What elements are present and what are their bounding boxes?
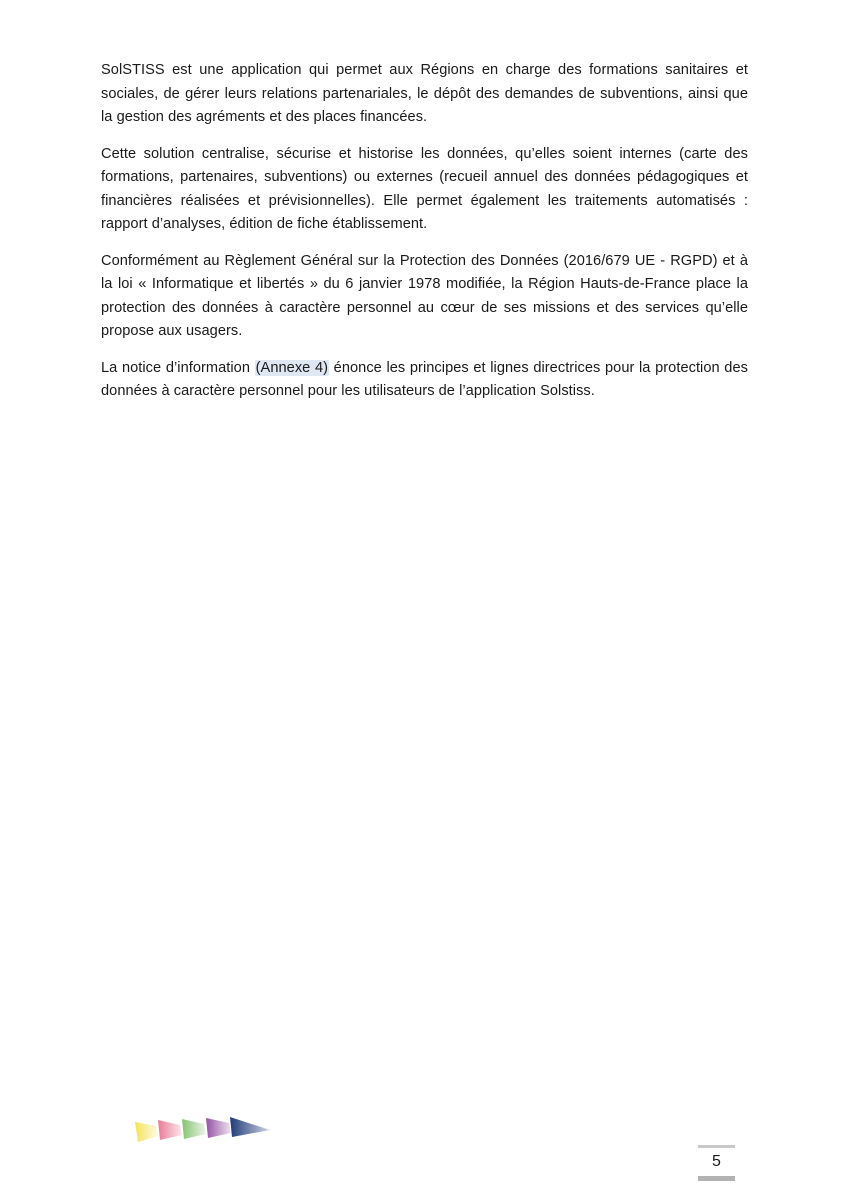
logo-green-shape bbox=[182, 1119, 206, 1139]
logo-pink-shape bbox=[158, 1120, 182, 1140]
logo-navy-shape bbox=[230, 1117, 270, 1137]
page-number-top-bar bbox=[698, 1145, 735, 1148]
paragraph-intro: SolSTISS est une application qui permet aux Régions en charge des formations sanitaires et sociales, de gérer leurs relations partenariales, le dépôt des demandes de subventions, ainsi que la gestion des agréments et des places financées. bbox=[101, 62, 748, 125]
logo-yellow-shape bbox=[135, 1122, 158, 1142]
document-body bbox=[101, 59, 748, 417]
paragraph-solution: Cette solution centralise, sécurise et historise les données, qu’elles soient internes (carte des formations, partenaires, subventions) ou externes (recueil annuel des données pédagogiques et financières réalisées et prévisionnelles). Elle permet également les traitements automatisés : rapport d’analyses, édition de fiche établissement. bbox=[101, 145, 748, 232]
paragraph-rgpd: Conformément au Règlement Général sur la Protection des Données (2016/679 UE - RGPD) et à la loi « Informatique et libertés » du 6 janvier 1978 modifiée, la Région Hauts-de-France place la protection des données à caractère personnel au cœur de ses missions et des services qu’elle propose aux usagers. bbox=[101, 252, 748, 339]
logo-purple-shape bbox=[206, 1118, 231, 1138]
paragraph-notice bbox=[101, 357, 748, 404]
page-number-bottom-bar bbox=[698, 1176, 735, 1181]
page-number-box bbox=[698, 1145, 735, 1181]
annex-4-link[interactable]: (Annexe 4) bbox=[255, 359, 329, 376]
notice-text-before: La notice d’information bbox=[101, 359, 255, 376]
notice-text-after: énonce les principes et lignes directrices pour la protection des données à caractère personnel pour les utilisateurs de l’application Solstiss. bbox=[101, 359, 748, 399]
page-number: 5 bbox=[712, 1153, 721, 1170]
region-logo bbox=[132, 1114, 272, 1144]
